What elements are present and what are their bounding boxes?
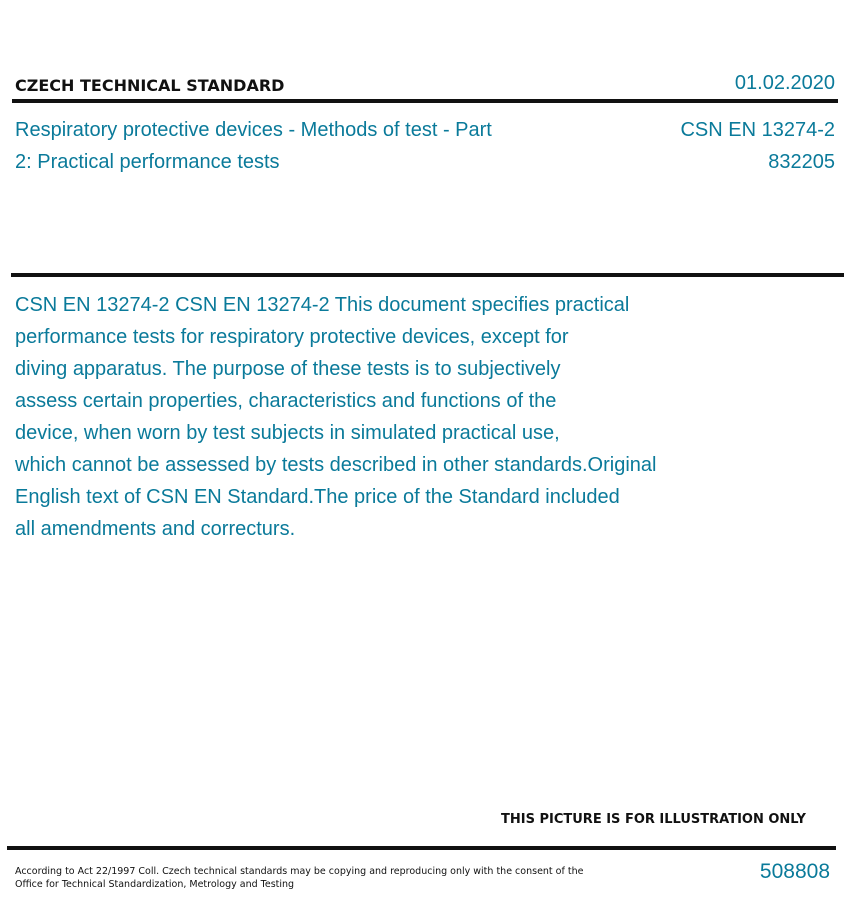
document-id: 508808 bbox=[759, 860, 830, 883]
standard-description: CSN EN 13274-2 CSN EN 13274-2 This document specifies practical performance tests for respiratory protective devices, except for diving apparatus. The purpose of these tests is to subjectively assess certain properties, characteristics and functions of the device, when worn by test subjects in simulated practical use, which cannot be assessed by tests described in other standards.Original English text of CSN EN Standard.The price of the Standard included all amendments and correcturs. bbox=[15, 294, 657, 540]
title-divider bbox=[11, 273, 844, 277]
standard-code: CSN EN 13274-2 bbox=[680, 119, 835, 141]
header-divider bbox=[12, 99, 838, 103]
legal-notice: According to Act 22/1997 Coll. Czech technical standards may be copying and reproducing only with the consent of the Office for Technical Standardization, Metrology and Testing bbox=[15, 866, 584, 890]
standard-identifiers bbox=[680, 114, 835, 178]
standard-type-label: CZECH TECHNICAL STANDARD bbox=[15, 76, 285, 95]
standard-title: Respiratory protective devices - Methods of test - Part 2: Practical performance tests bbox=[15, 119, 492, 173]
illustration-disclaimer: THIS PICTURE IS FOR ILLUSTRATION ONLY bbox=[501, 812, 806, 827]
footer-divider bbox=[7, 846, 836, 850]
publication-date: 01.02.2020 bbox=[734, 72, 835, 94]
catalog-number: 832205 bbox=[768, 151, 835, 173]
